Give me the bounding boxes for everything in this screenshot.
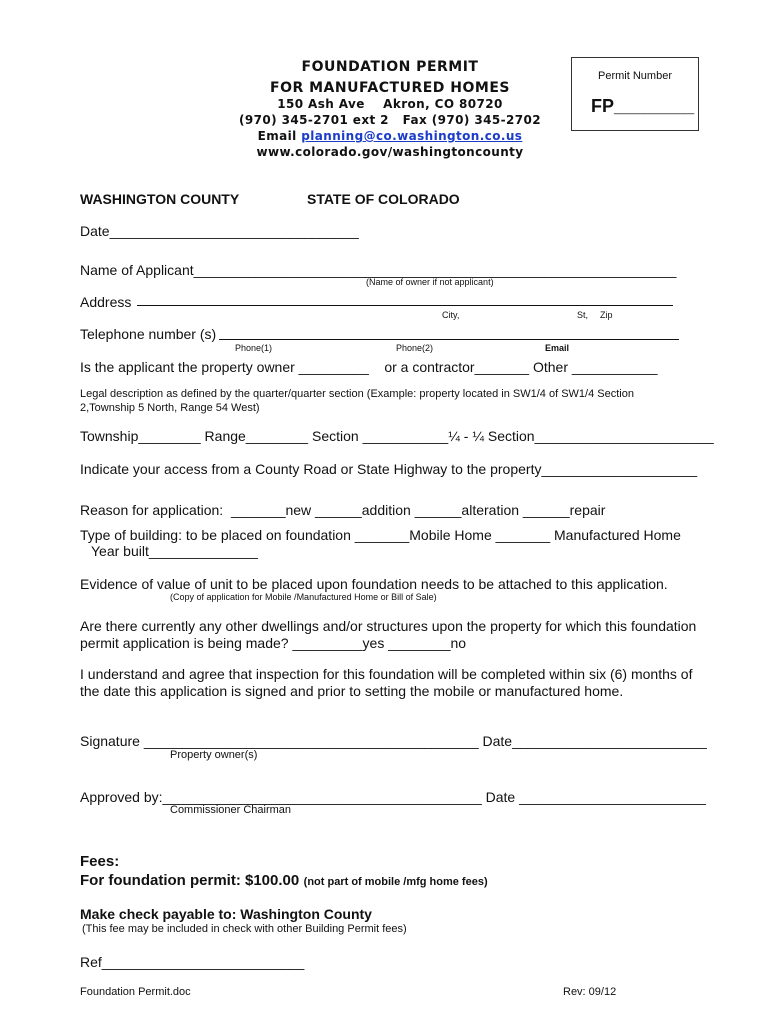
website: www.colorado.gov/washingtoncounty xyxy=(256,145,524,159)
office-address: 150 Ash Ave Akron, CO 80720 xyxy=(277,97,503,111)
telephone-label: Telephone number (s) xyxy=(80,326,217,342)
permit-number-box xyxy=(571,57,699,131)
phone2-hint: Phone(2) xyxy=(396,343,434,353)
year-built-field[interactable]: Year built______________ xyxy=(91,543,258,559)
signature-hint: Property owner(s) xyxy=(170,749,258,761)
applicant-name-hint: (Name of owner if not applicant) xyxy=(366,277,494,287)
state-label: STATE OF COLORADO xyxy=(307,191,460,207)
permit-number-label: Permit Number xyxy=(598,70,672,82)
property-access-field[interactable]: Indicate your access from a County Road or State Highway to the property____________________ xyxy=(80,461,698,477)
permit-number-field[interactable]: FP________ xyxy=(591,96,695,116)
legal-description-line-2: 2,Township 5 North, Range 54 West) xyxy=(80,402,260,414)
title-line-2: FOR MANUFACTURED HOMES xyxy=(270,80,510,96)
agreement-line-1: I understand and agree that inspection for this foundation will be completed within six (6) months of xyxy=(80,666,693,682)
email-prefix: Email xyxy=(257,129,302,143)
office-email-line xyxy=(190,129,590,143)
address-label: Address xyxy=(80,294,132,310)
legal-description-line-1: Legal description as defined by the quarter/quarter section (Example: property located in SW1/4 of SW1/4 Section xyxy=(80,388,634,400)
other-dwellings-question: Are there currently any other dwellings and/or structures upon the property for which this foundation xyxy=(80,618,697,634)
fees-heading: Fees: xyxy=(80,853,120,870)
reason-for-application-field[interactable]: Reason for application: _______new ______addition ______alteration ______repair xyxy=(80,502,606,518)
permit-fee-note: (not part of mobile /mfg home fees) xyxy=(303,876,488,888)
date-field[interactable]: Date________________________________ xyxy=(80,223,359,239)
other-dwellings-field[interactable]: permit application is being made? _________yes ________no xyxy=(80,635,467,651)
signature-field[interactable]: Signature ___________________________________________ Date_________________________ xyxy=(80,733,707,749)
county-label: WASHINGTON COUNTY xyxy=(80,191,240,207)
agreement-line-2: the date this application is signed and prior to setting the mobile or manufactured home. xyxy=(80,683,624,699)
footer-doc-name: Foundation Permit.doc xyxy=(80,986,191,998)
telephone-field[interactable] xyxy=(219,339,679,340)
township-range-section-field[interactable]: Township________ Range________ Section ___________¼ - ¼ Section_______________________ xyxy=(80,428,714,444)
address-state-hint: St, xyxy=(577,310,589,320)
address-field[interactable] xyxy=(137,305,673,306)
evidence-hint: (Copy of application for Mobile /Manufactured Home or Bill of Sale) xyxy=(170,592,437,602)
evidence-of-value-text: Evidence of value of unit to be placed upon foundation needs to be attached to this application. xyxy=(80,576,668,592)
approved-by-field[interactable]: Approved by:_________________________________________ Date ________________________ xyxy=(80,789,706,805)
permit-fee-label: For foundation permit: $100.00 xyxy=(80,872,300,889)
applicant-type-field[interactable]: Is the applicant the property owner _________ or a contractor_______ Other ___________ xyxy=(80,359,658,375)
foundation-permit-fee xyxy=(80,872,488,890)
office-phone-fax: (970) 345-2701 ext 2 Fax (970) 345-2702 xyxy=(238,113,541,127)
phone1-hint: Phone(1) xyxy=(235,343,273,353)
email-link[interactable]: planning@co.washington.co.us xyxy=(301,129,523,143)
address-zip-hint: Zip xyxy=(600,310,613,320)
address-city-hint: City, xyxy=(442,310,460,320)
building-type-field[interactable]: Type of building: to be placed on foundation _______Mobile Home _______ Manufactured Home xyxy=(80,527,681,543)
fee-note: (This fee may be included in check with other Building Permit fees) xyxy=(82,923,407,935)
check-payable-text: Make check payable to: Washington County xyxy=(80,906,372,922)
ref-field[interactable]: Ref__________________________ xyxy=(80,954,305,970)
title-line-1: FOUNDATION PERMIT xyxy=(301,59,479,75)
applicant-name-field[interactable]: Name of Applicant______________________________________________________________ xyxy=(80,262,677,278)
email-hint: Email xyxy=(545,343,570,353)
approved-by-hint: Commissioner Chairman xyxy=(170,804,292,816)
footer-revision: Rev: 09/12 xyxy=(563,986,617,998)
